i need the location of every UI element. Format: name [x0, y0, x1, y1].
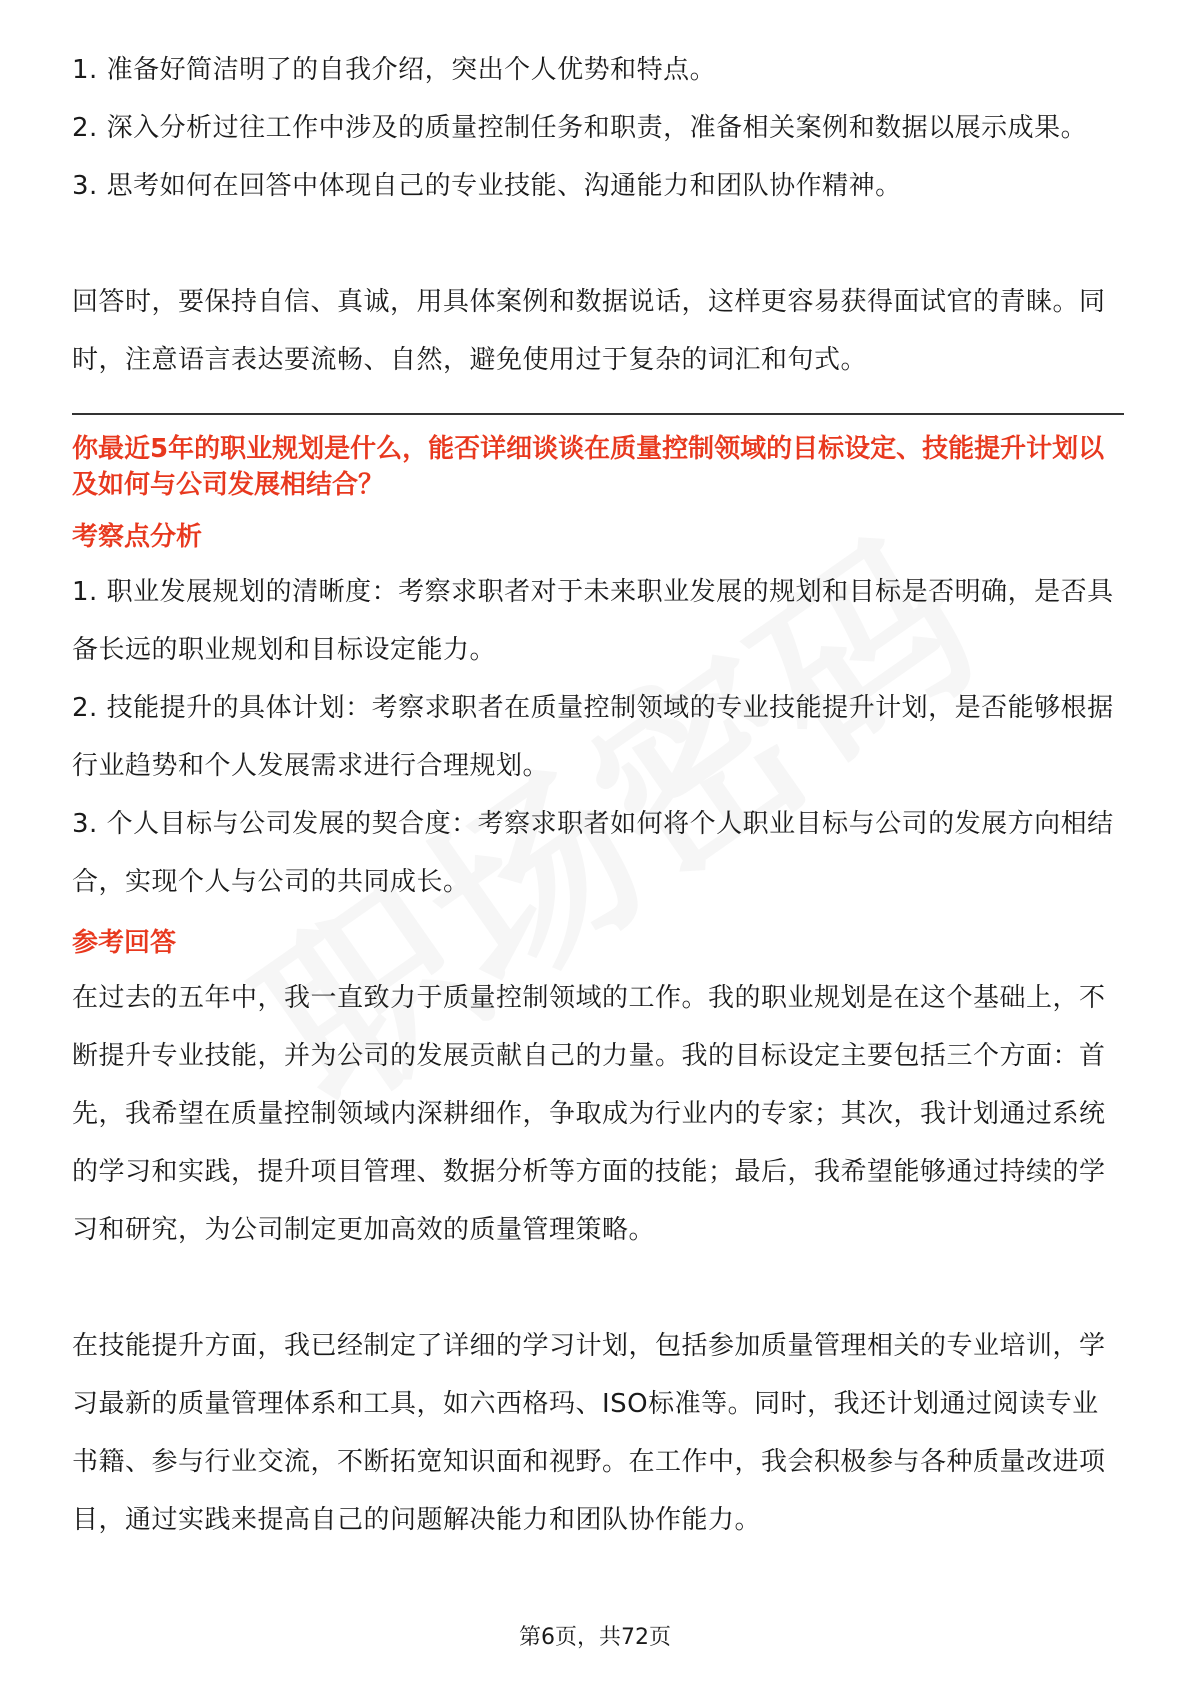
reference-paragraph-2: 在技能提升方面，我已经制定了详细的学习计划，包括参加质量管理相关的专业培训，学习最新的质量管理体系和工具，如六西格玛、ISO标准等。同时，我还计划通过阅读专业书籍、参与行业交流，不断拓宽知识面和视野。在工作中，我会积极参与各种质量改进项目，通过实践来提高自己的问题解决能力和团队协作能力。 — [72, 1331, 1106, 1535]
reference-paragraph-1: 在过去的五年中，我一直致力于质量控制领域的工作。我的职业规划是在这个基础上，不断提升专业技能，并为公司的发展贡献自己的力量。我的目标设定主要包括三个方面：首先，我希望在质量控制领域内深耕细作，争取成为行业内的专家；其次，我计划通过系统的学习和实践，提升项目管理、数据分析等方面的技能；最后，我希望能够通过持续的学习和研究，为公司制定更加高效的质量管理策略。 — [72, 983, 1106, 1245]
analysis-point-1: 1. 职业发展规划的清晰度：考察求职者对于未来职业发展的规划和目标是否明确，是否具备长远的职业规划和目标设定能力。 — [72, 577, 1114, 665]
section-divider — [72, 413, 1124, 415]
prep-item-2: 2. 深入分析过往工作中涉及的质量控制任务和职责，准备相关案例和数据以展示成果。 — [72, 113, 1088, 143]
question-title: 你最近5年的职业规划是什么，能否详细谈谈在质量控制领域的目标设定、技能提升计划以及如何与公司发展相结合？ — [72, 434, 1105, 500]
answer-tip: 回答时，要保持自信、真诚，用具体案例和数据说话，这样更容易获得面试官的青睐。同时，注意语言表达要流畅、自然，避免使用过于复杂的词汇和句式。 — [72, 287, 1106, 375]
prep-item-3: 3. 思考如何在回答中体现自己的专业技能、沟通能力和团队协作精神。 — [72, 171, 902, 201]
analysis-point-2: 2. 技能提升的具体计划：考察求职者在质量控制领域的专业技能提升计划，是否能够根据行业趋势和个人发展需求进行合理规划。 — [72, 693, 1114, 781]
prep-item-1: 1. 准备好简洁明了的自我介绍，突出个人优势和特点。 — [72, 55, 717, 85]
document-page — [72, 0, 1124, 1549]
spacer — [72, 1259, 1124, 1317]
spacer — [72, 215, 1124, 273]
analysis-heading: 考察点分析 — [72, 522, 203, 552]
analysis-point-3: 3. 个人目标与公司发展的契合度：考察求职者如何将个人职业目标与公司的发展方向相结合，实现个人与公司的共同成长。 — [72, 809, 1114, 897]
reference-heading: 参考回答 — [72, 928, 177, 958]
page-footer: 第6页，共72页 — [519, 1625, 671, 1650]
